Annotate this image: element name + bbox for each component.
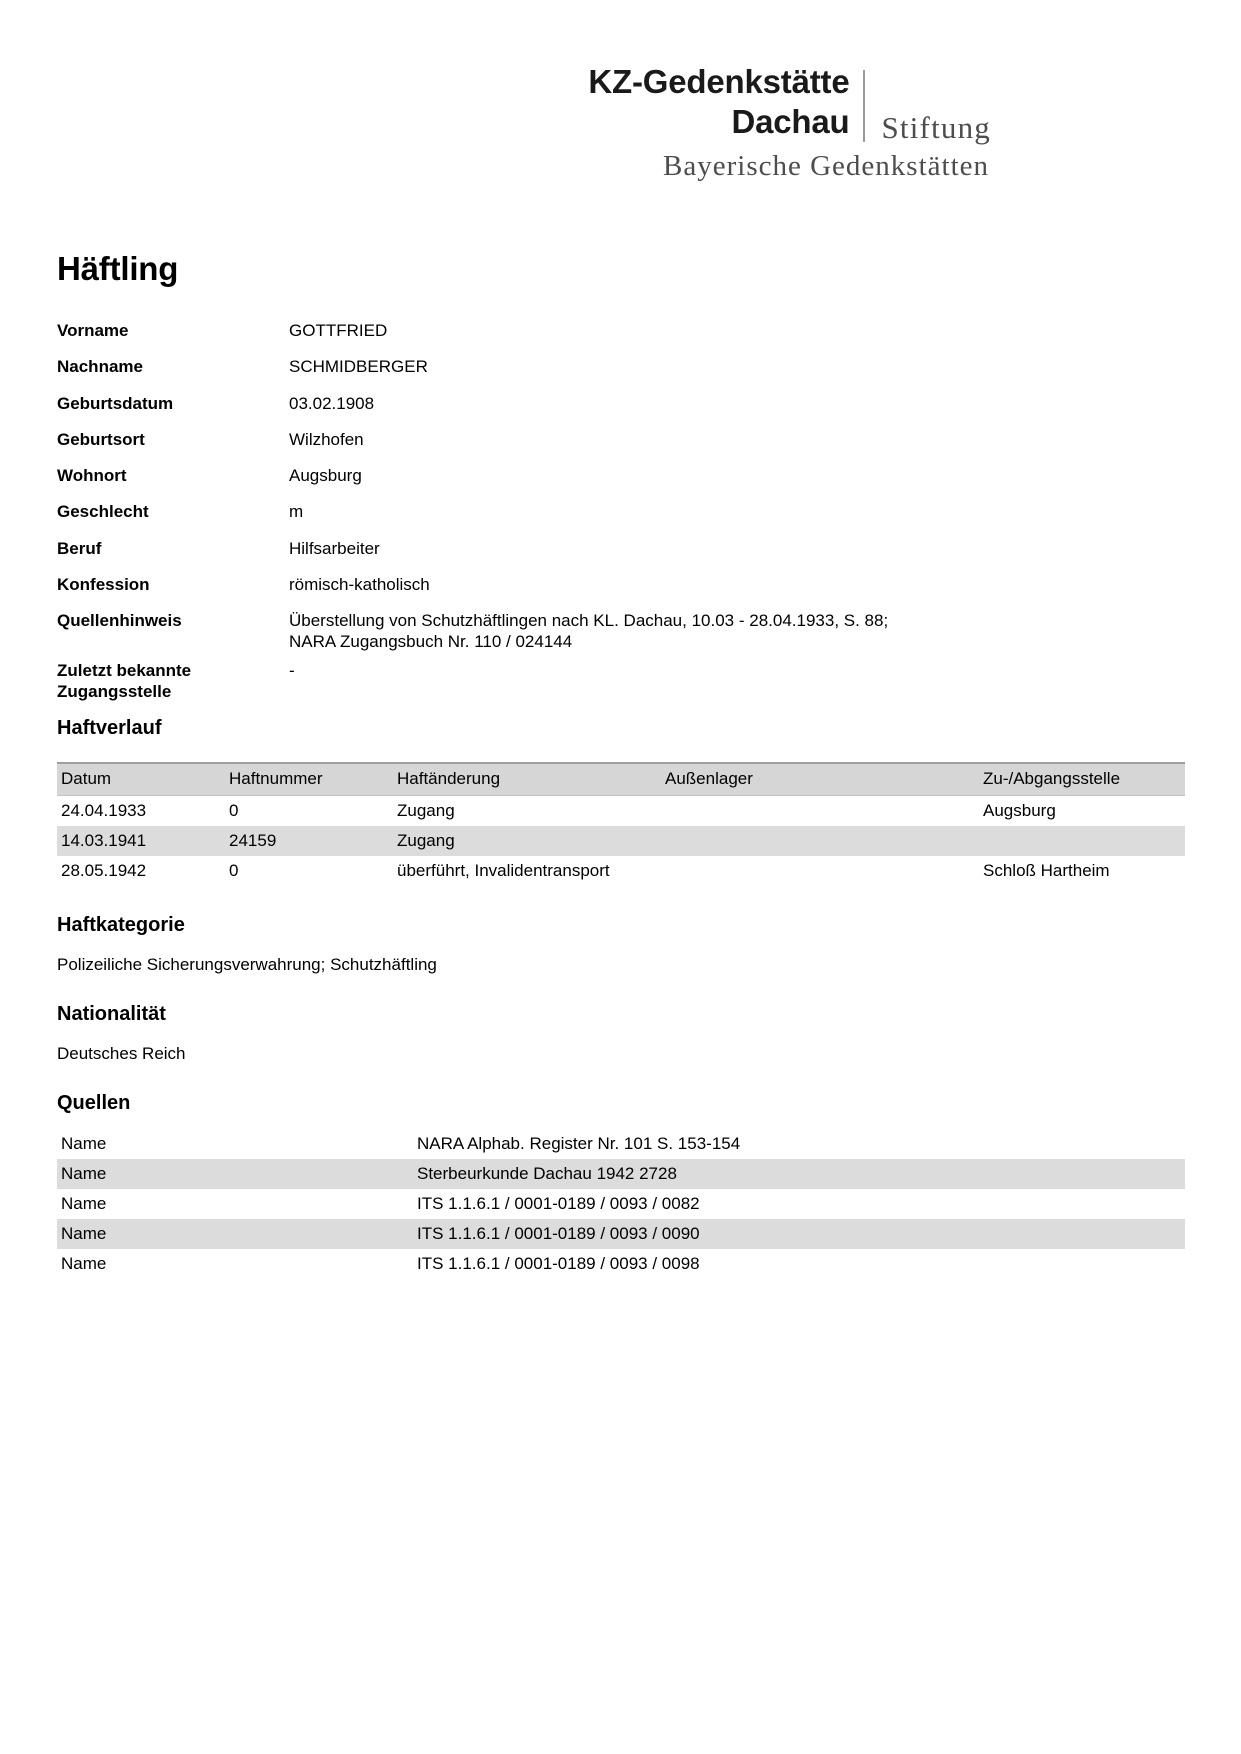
cell-datum: 24.04.1933 xyxy=(61,801,147,820)
detail-row xyxy=(57,429,1185,465)
cell-zu-abgangsstelle xyxy=(979,826,1185,856)
detail-row xyxy=(57,465,1185,501)
detail-label: Geburtsdatum xyxy=(57,393,174,413)
cell-datum: 14.03.1941 xyxy=(57,826,225,856)
document-content xyxy=(57,250,1185,1279)
zugangsstelle-label-line-2: Zugangsstelle xyxy=(57,681,172,701)
detail-value: Hilfsarbeiter xyxy=(289,538,380,558)
cell-source-value: Sterbeurkunde Dachau 1942 2728 xyxy=(413,1159,1185,1189)
cell-source-value: ITS 1.1.6.1 / 0001-0189 / 0093 / 0098 xyxy=(417,1254,700,1273)
cell-haftnummer: 0 xyxy=(229,861,239,880)
section-heading-quellen: Quellen xyxy=(57,1092,131,1114)
detail-value: 03.02.1908 xyxy=(289,393,375,413)
table-row xyxy=(57,856,1185,886)
cell-haftaenderung: Zugang xyxy=(393,826,661,856)
quellenhinweis-line-2: NARA Zugangsbuch Nr. 110 / 024144 xyxy=(289,632,573,652)
logo-stiftung-label: Stiftung xyxy=(881,110,991,145)
cell-aussenlager xyxy=(661,796,979,827)
detail-label: Nachname xyxy=(57,357,143,377)
cell-source-name: Name xyxy=(61,1134,107,1153)
logo-stiftung xyxy=(865,62,991,146)
prisoner-details-table xyxy=(57,320,1185,717)
quellen-table xyxy=(57,1129,1185,1279)
column-header-datum: Datum xyxy=(57,763,225,796)
cell-source-name: Name xyxy=(61,1254,107,1273)
section-heading-haftverlauf: Haftverlauf xyxy=(57,717,162,739)
detail-row xyxy=(57,574,1185,610)
detail-value: Augsburg xyxy=(289,466,362,485)
detail-label: Geschlecht xyxy=(57,502,149,522)
column-header-haftnummer: Haftnummer xyxy=(225,763,393,796)
cell-zu-abgangsstelle: Schloß Hartheim xyxy=(983,861,1110,880)
cell-source-value: ITS 1.1.6.1 / 0001-0189 / 0093 / 0082 xyxy=(417,1194,700,1213)
detail-label: Beruf xyxy=(57,538,102,558)
table-row xyxy=(57,796,1185,827)
table-row xyxy=(57,1159,1185,1189)
cell-source-name: Name xyxy=(57,1219,413,1249)
cell-zu-abgangsstelle: Augsburg xyxy=(983,801,1056,820)
cell-datum: 28.05.1942 xyxy=(61,861,147,880)
cell-haftnummer: 24159 xyxy=(225,826,393,856)
section-heading-haftkategorie: Haftkategorie xyxy=(57,914,185,936)
cell-source-name: Name xyxy=(57,1159,413,1189)
cell-aussenlager xyxy=(661,826,979,856)
detail-row-zugangsstelle xyxy=(57,660,1185,718)
logo-bayerische-gedenkstaetten: Bayerische Gedenkstätten xyxy=(663,150,989,182)
table-row xyxy=(57,1219,1185,1249)
detail-value: SCHMIDBERGER xyxy=(289,357,428,377)
cell-source-value: ITS 1.1.6.1 / 0001-0189 / 0093 / 0090 xyxy=(413,1219,1185,1249)
detail-value: Wilzhofen xyxy=(289,429,364,449)
detail-value: - xyxy=(289,660,295,680)
section-heading-nationalitaet: Nationalität xyxy=(57,1003,166,1025)
column-header-haftaenderung: Haftänderung xyxy=(393,763,661,796)
detail-label: Quellenhinweis xyxy=(57,611,182,630)
detail-label: Vorname xyxy=(57,321,129,340)
cell-source-value: NARA Alphab. Register Nr. 101 S. 153-154 xyxy=(417,1134,741,1153)
detail-label: Geburtsort xyxy=(57,429,145,449)
cell-aussenlager xyxy=(661,856,979,886)
detail-label: Konfession xyxy=(57,574,150,594)
detail-row xyxy=(57,538,1185,574)
detail-label: Wohnort xyxy=(57,466,127,485)
detail-row xyxy=(57,501,1185,537)
detail-row-quellenhinweis xyxy=(57,610,1185,660)
nationalitaet-text: Deutsches Reich xyxy=(57,1044,186,1063)
detail-label xyxy=(57,660,289,718)
institution-logo xyxy=(431,62,991,183)
table-row xyxy=(57,826,1185,856)
haftkategorie-text: Polizeiliche Sicherungsverwahrung; Schutzhäftling xyxy=(57,955,437,974)
cell-haftnummer: 0 xyxy=(229,801,239,820)
zugangsstelle-label-line-1: Zuletzt bekannte xyxy=(57,660,192,680)
logo-primary-name xyxy=(588,62,863,143)
detail-value: m xyxy=(289,502,304,522)
detail-row xyxy=(57,393,1185,429)
detail-row xyxy=(57,356,1185,392)
haftverlauf-table xyxy=(57,762,1185,886)
detail-value: GOTTFRIED xyxy=(289,321,388,340)
table-row xyxy=(57,1189,1185,1219)
logo-line-1: KZ-Gedenkstätte xyxy=(588,63,850,100)
detail-row xyxy=(57,320,1185,356)
detail-value xyxy=(289,610,1185,660)
cell-haftaenderung: überführt, Invalidentransport xyxy=(397,861,610,880)
page-title: Häftling xyxy=(57,250,179,287)
column-header-zu-abgangsstelle: Zu-/Abgangsstelle xyxy=(979,763,1185,796)
logo-line-2: Dachau xyxy=(731,103,850,141)
column-header-aussenlager: Außenlager xyxy=(661,763,979,796)
cell-source-name: Name xyxy=(61,1194,107,1213)
detail-value: römisch-katholisch xyxy=(289,574,430,594)
cell-haftaenderung: Zugang xyxy=(397,801,455,820)
logo-row xyxy=(431,62,991,146)
table-header-row xyxy=(57,763,1185,796)
quellenhinweis-line-1: Überstellung von Schutzhäftlingen nach KL. Dachau, 10.03 - 28.04.1933, S. 88; xyxy=(289,611,889,630)
table-row xyxy=(57,1249,1185,1279)
table-row xyxy=(57,1129,1185,1159)
